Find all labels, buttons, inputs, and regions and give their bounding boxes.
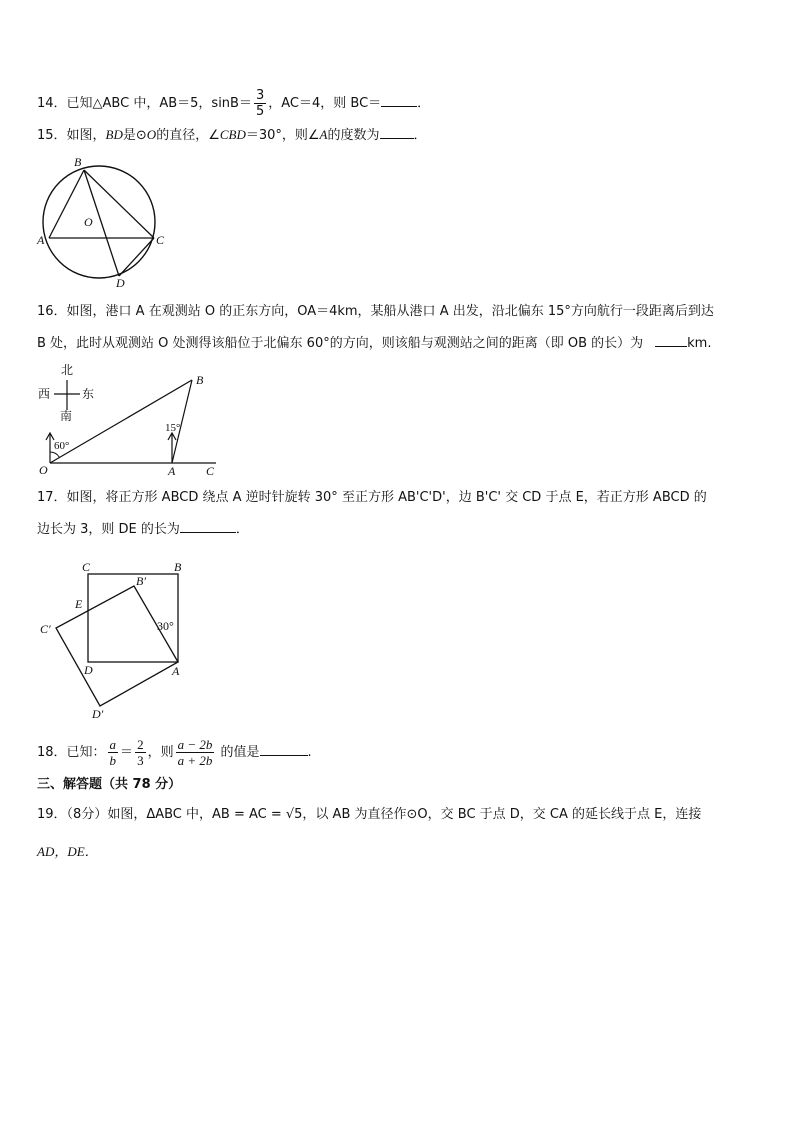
q14-frac-den: 5	[255, 104, 265, 119]
q18-frac-ab-den: b	[109, 753, 117, 768]
q18-frac-23-num: 2	[137, 737, 144, 752]
section-3-title: 三、解答题（共 78 分）	[37, 777, 182, 792]
label-a: A	[37, 233, 45, 247]
label-d-prime: D′	[92, 707, 104, 721]
compass-east-label: 东	[82, 387, 95, 401]
q18-frac-ab	[108, 737, 119, 768]
q18-suffix: 的值是	[216, 745, 260, 760]
q18-frac-ab-num: a	[109, 737, 117, 752]
label-15: 15°	[165, 422, 181, 434]
q15-bd: BD	[105, 127, 123, 142]
label-c-prime: C′	[40, 622, 51, 636]
q18-frac-23-den: 3	[137, 753, 144, 768]
label-b: B	[174, 560, 182, 574]
q18-mid: ，则	[147, 745, 174, 760]
label-c: C	[82, 560, 91, 574]
label-b-prime: B′	[136, 574, 146, 588]
q18-end: .	[307, 745, 312, 760]
q18-prefix: 18．已知：	[37, 745, 106, 760]
label-30: 30°	[157, 619, 174, 633]
label-60: 60°	[54, 440, 70, 452]
label-b: B	[196, 373, 204, 387]
q14-fraction	[254, 88, 266, 119]
q15-circle-figure	[34, 152, 174, 288]
q16-bearing-figure	[34, 360, 224, 480]
q17-square-figure	[36, 558, 196, 724]
q15-t4: 的度数为	[327, 128, 380, 143]
label-a: A	[172, 664, 180, 678]
q14-answer-blank	[381, 94, 417, 107]
question-14	[37, 88, 430, 119]
q15-answer-blank	[380, 126, 414, 139]
q16-text: B 处，此时从观测站 O 处测得该船位于北偏东 60°的方向，则该船与观测站之间的距离（即 OB 的长）为	[37, 336, 644, 351]
q16-answer-blank	[655, 334, 687, 347]
question-17-line-1: 17．如图，将正方形 ABCD 绕点 A 逆时针旋转 30° 至正方形 AB'C'D'，边 B'C' 交 CD 于点 E，若正方形 ABCD 的	[37, 490, 707, 505]
q15-o: O	[146, 127, 157, 142]
label-o: O	[39, 463, 48, 477]
q14-text-suffix: ，AC＝4，则 BC＝	[268, 96, 382, 111]
q18-answer-blank	[260, 743, 308, 756]
q18-frac-expr-num: a − 2b	[177, 737, 213, 752]
q15-cbd: CBD	[219, 127, 246, 142]
label-c: C	[206, 464, 215, 478]
compass-north-label: 北	[61, 363, 74, 377]
question-19-line-2: AD，DE．	[37, 844, 98, 859]
q14-end: ．	[417, 96, 431, 111]
q15-t2: 的直径，∠	[156, 128, 220, 143]
q14-frac-num: 3	[255, 88, 265, 103]
question-16-line-2	[37, 334, 711, 353]
q18-frac-expr-den: a + 2b	[177, 753, 213, 768]
question-17-line-2	[37, 520, 249, 539]
q15-num: 15．如图，	[37, 128, 106, 143]
compass-west-label: 西	[38, 387, 51, 401]
segment-bc	[84, 170, 154, 238]
label-o: O	[84, 215, 93, 229]
label-d: D	[84, 663, 93, 677]
q17-answer-blank	[180, 520, 236, 533]
label-c: C	[156, 233, 165, 247]
q17-end: ．	[235, 522, 249, 537]
q15-t1: 是⊙	[122, 128, 147, 143]
segment-dc	[119, 238, 154, 276]
label-d: D	[116, 276, 125, 288]
q18-eq: ＝	[120, 745, 134, 760]
q17-text: 边长为 3，则 DE 的长为	[37, 522, 180, 537]
question-18	[37, 737, 312, 768]
question-19-line-1: 19．（8分）如图，ΔABC 中，AB = AC = √5，以 AB 为直径作⊙O，交 BC 于点 D，交 CA 的延长线于点 E，连接	[37, 807, 702, 822]
q15-a: A	[319, 127, 328, 142]
q15-end: ．	[413, 128, 427, 143]
question-16-line-1: 16．如图，港口 A 在观测站 O 的正东方向，OA＝4km，某船从港口 A 出发，沿北偏东 15°方向航行一段距离后到达	[37, 304, 714, 319]
question-15	[37, 126, 427, 145]
q18-frac-expr	[176, 737, 215, 768]
q16-unit: km.	[687, 336, 712, 351]
label-a: A	[168, 464, 176, 478]
compass-south-label: 南	[60, 409, 73, 423]
label-b: B	[74, 155, 82, 169]
q15-t3: ＝30°，则∠	[245, 128, 320, 143]
label-e: E	[75, 597, 83, 611]
segment-ba	[49, 170, 84, 238]
q18-frac-23	[135, 737, 146, 768]
arc-60	[50, 452, 60, 458]
q14-text-prefix: 14．已知△ABC 中，AB＝5，sinB＝	[37, 96, 252, 111]
